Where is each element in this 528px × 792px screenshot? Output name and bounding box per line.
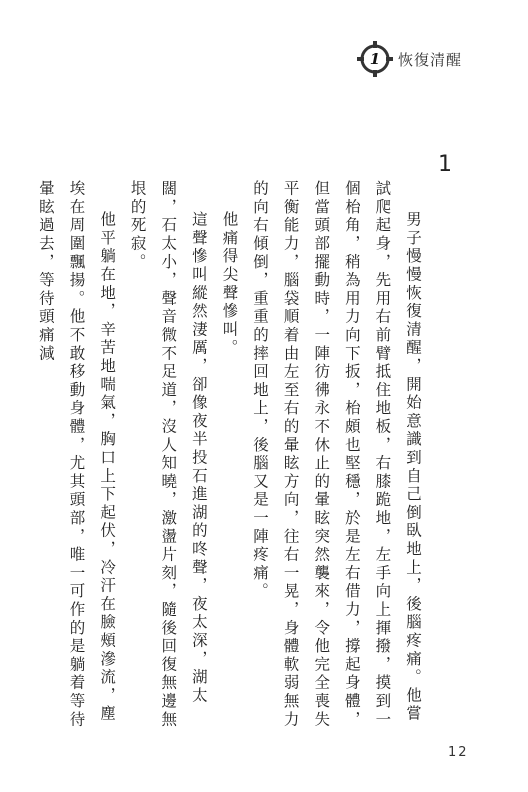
chapter-emblem-icon: [356, 40, 394, 78]
chapter-header: [356, 40, 462, 78]
paragraph: 這聲慘叫縱然淒厲，卻像夜半投石進湖的咚聲，夜太深，湖太闊，石太小，聲音微不足道，沒人知曉，激盪片刻，隨後回復無邊無垠的死寂。: [128, 180, 208, 729]
paragraph: 男子慢慢恢復清醒，開始意識到自己倒臥地上，後腦疼痛。他嘗試爬起身，先用右前臂抵住地板，右膝跪地，左手向上揮撥，摸到一個枱角，稍為用力向下扳，枱頗也堅穩，於是左右借力，撐起身體，但當頭部擺動時，一陣彷彿永不休止的暈眩突然襲來，令他完全喪失平衡能力，腦袋順着由左至右的暈眩方向，往右一晃，身體軟弱無力的向右傾倒，重重的摔回地上，後腦又是一陣疼痛。: [251, 180, 422, 729]
chapter-title: 恢復清醒: [398, 50, 463, 69]
emblem-number: 1: [369, 50, 381, 68]
chapter-number: 1: [438, 152, 452, 177]
paragraph: 他平躺在地，辛苦地喘氣，胸口上下起伏，冷汗在臉頰滲流，塵埃在周圍飄揚。他不敢移動身體，尤其頭部，唯一可作的是躺着等待暈眩過去，等待頭痛減: [36, 180, 117, 729]
body-text: [36, 180, 428, 730]
page-number: 12: [448, 745, 469, 760]
paragraph: 他痛得尖聲慘叫。: [220, 211, 239, 358]
